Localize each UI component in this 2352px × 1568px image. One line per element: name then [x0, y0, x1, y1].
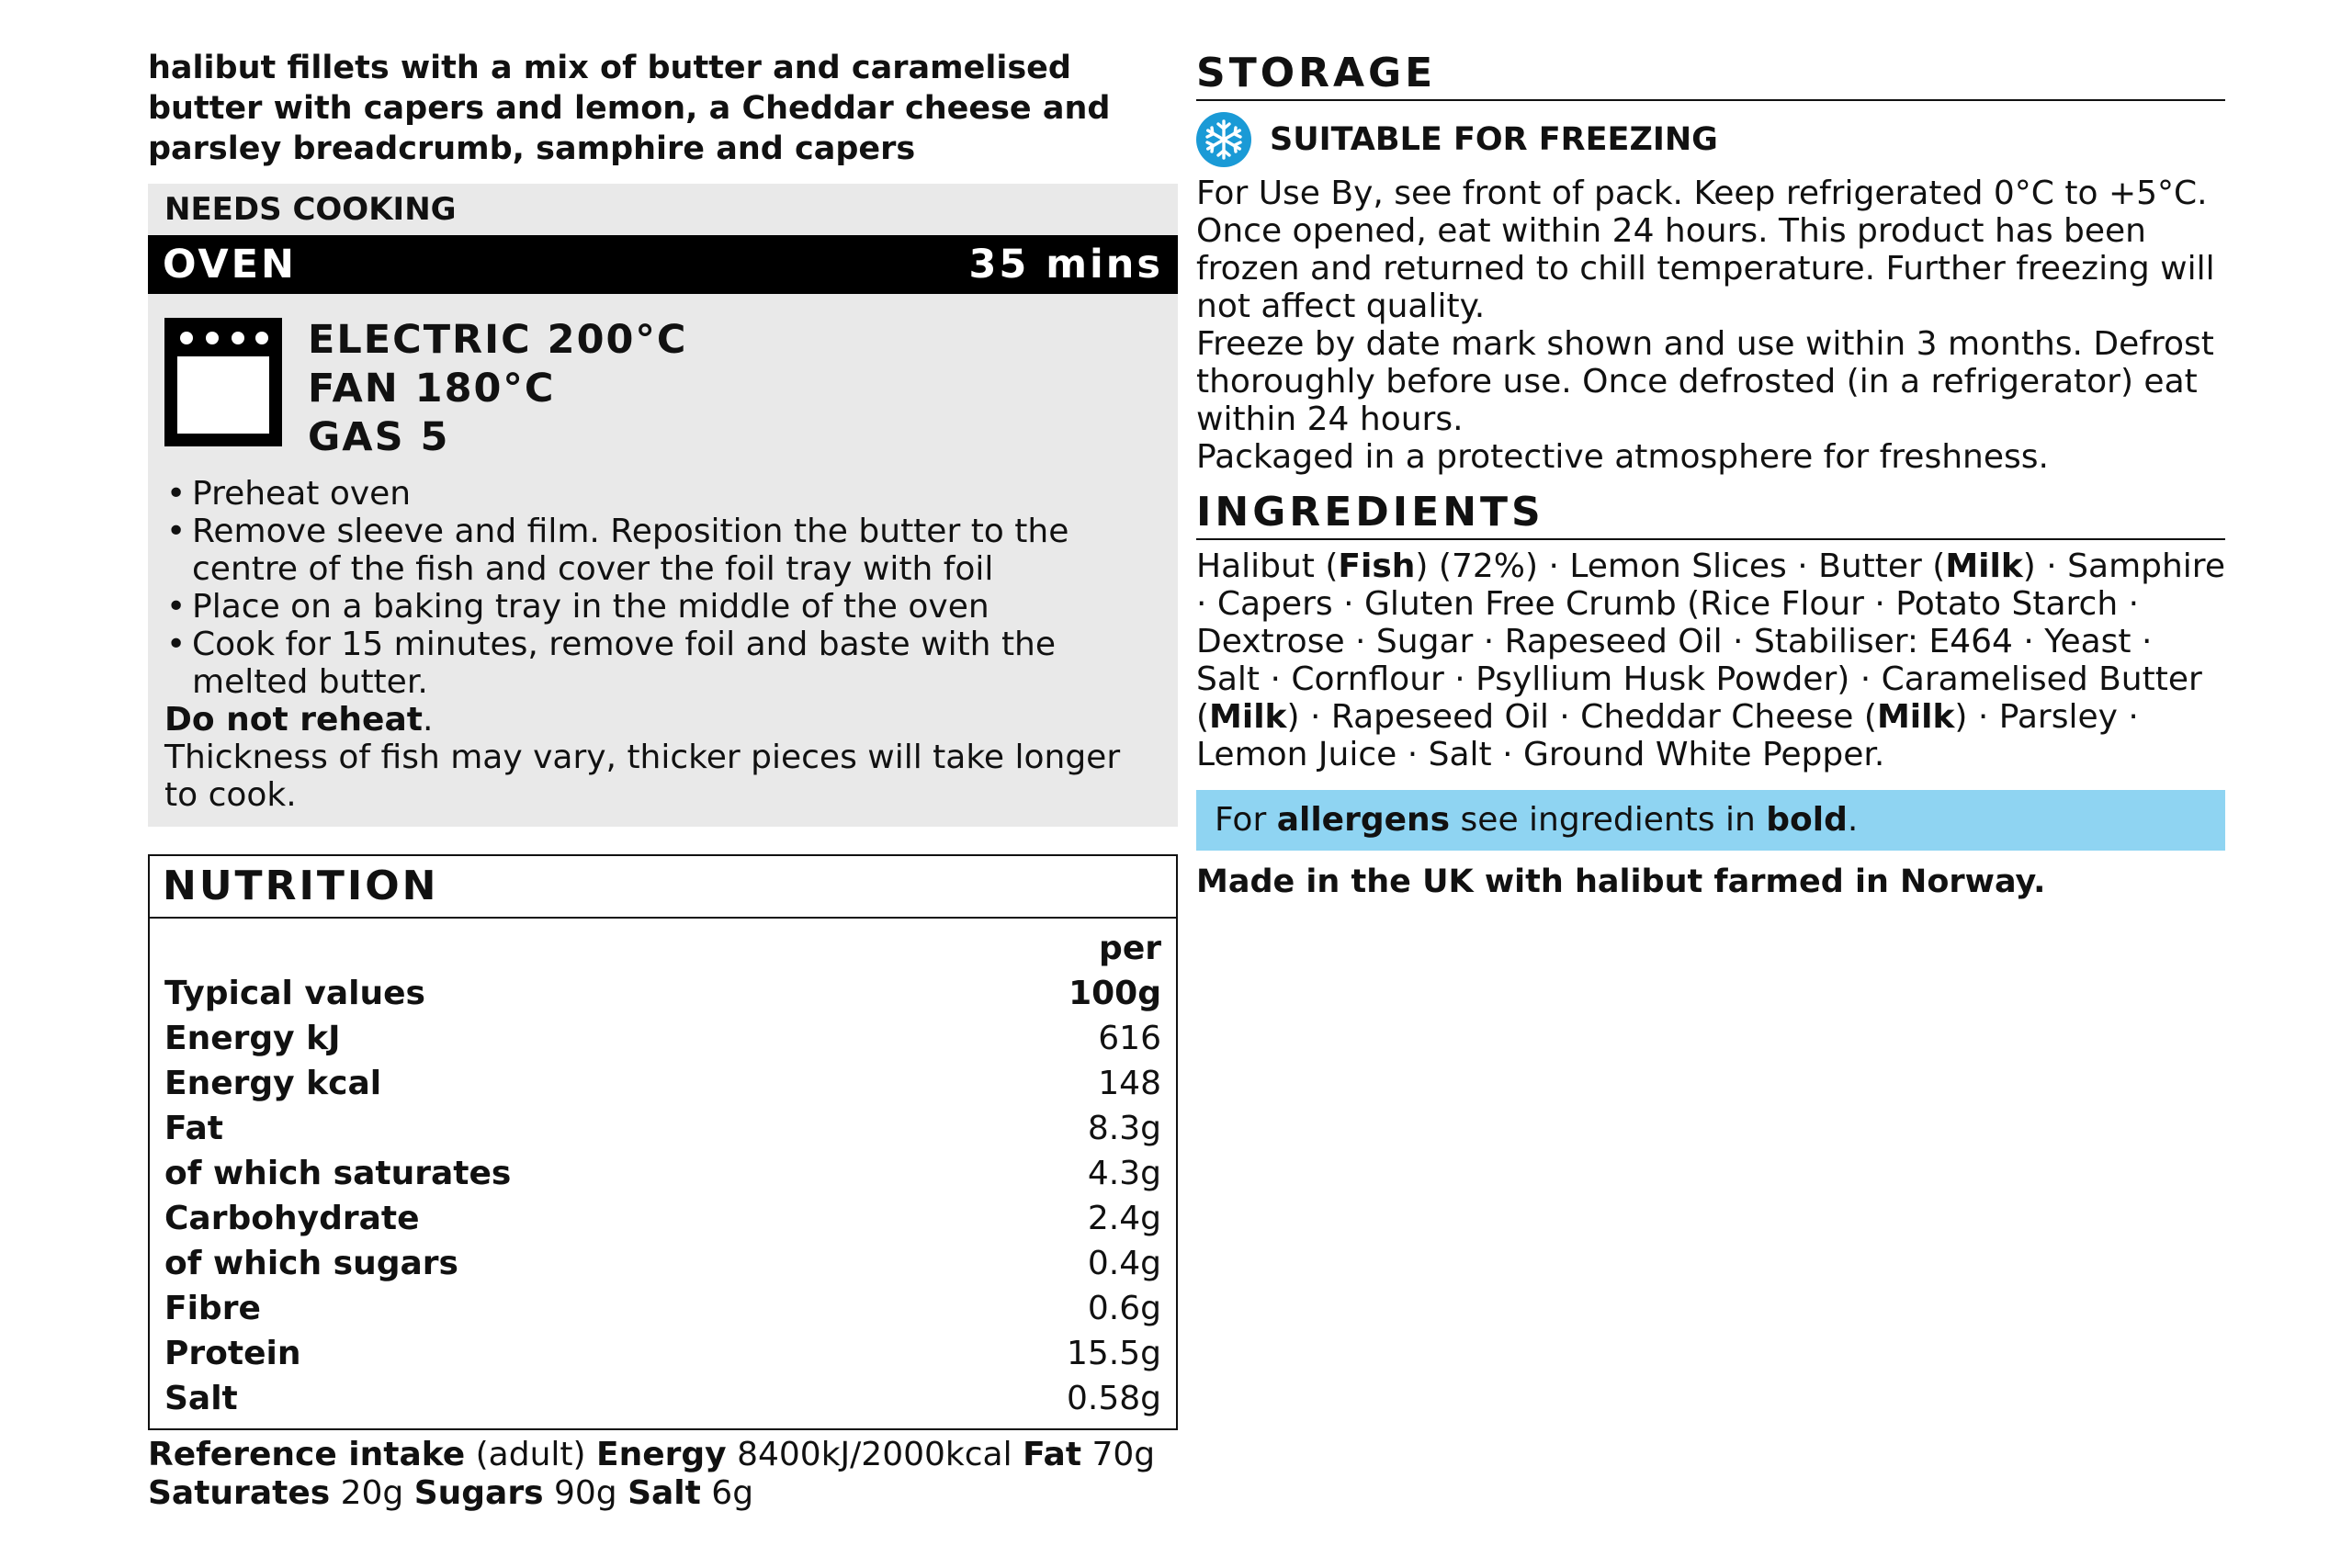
product-description: halibut fillets with a mix of butter and caramelised butter with capers and lemon, a Cheddar cheese and parsley breadcrumb, samphire and capers — [148, 50, 1111, 167]
per-unit: 100g — [1069, 975, 1161, 1012]
ingredients-title: INGREDIENTS — [1196, 487, 2225, 540]
cooking-instructions — [148, 184, 1178, 827]
nutrition-header-row — [150, 926, 1176, 1016]
reheat-warning-bold: Do not reheat — [164, 701, 423, 739]
left-column — [148, 48, 1178, 1513]
ref-energy-value: 8400kJ/2000kcal — [726, 1436, 1023, 1473]
ingredients-list — [1196, 547, 2225, 773]
nutrient-value: 4.3g — [1087, 1155, 1161, 1192]
reference-intake — [148, 1436, 1178, 1513]
ref-fat-label: Fat — [1023, 1436, 1082, 1473]
table-row — [150, 1286, 1176, 1331]
nutrient-label: Energy kcal — [164, 1065, 382, 1102]
ref-energy-label: Energy — [596, 1436, 727, 1473]
cooking-step: • Preheat oven — [164, 475, 1161, 513]
cooking-step: • Remove sleeve and film. Reposition the butter to the centre of the fish and cover the foil tray with foil — [164, 513, 1161, 588]
cooking-steps — [148, 475, 1178, 701]
cooking-step: • Place on a baking tray in the middle of the oven — [164, 588, 1161, 626]
ref-sat-value: 20g — [330, 1474, 414, 1512]
nutrient-value: 8.3g — [1087, 1110, 1161, 1147]
nutrient-value: 616 — [1098, 1020, 1161, 1057]
per-label: per — [1099, 930, 1161, 967]
per-100g-header — [922, 926, 1176, 1016]
allergen-ingredient: Milk — [1945, 547, 2023, 585]
nutrient-value: 0.6g — [1087, 1290, 1161, 1327]
allergen-pre: For — [1215, 801, 1277, 839]
allergen-ingredient: Milk — [1876, 698, 1955, 736]
table-row — [150, 1106, 1176, 1151]
nutrient-label: Protein — [164, 1335, 301, 1372]
right-column — [1196, 48, 2225, 900]
ref-label: Reference intake — [148, 1436, 466, 1473]
ingredient-text: ) · Samphire · Capers · Gluten Free Crumb (Rice Flour · Potato Starch · Dextrose · Sugar · Rapeseed Oil · Stabiliser: E464 · Yeast · Salt · Cornflour · Psyllium Husk Powder) · Caramelised Butter ( — [1196, 547, 2225, 736]
ref-salt-value: 6g — [700, 1474, 754, 1512]
oven-bar — [148, 235, 1178, 294]
allergen-mid: see ingredients in — [1450, 801, 1767, 839]
oven-icon — [164, 318, 282, 446]
nutrient-label: Salt — [164, 1380, 238, 1417]
ingredient-text: ) · Rapeseed Oil · Cheddar Cheese ( — [1286, 698, 1877, 736]
storage-text-3: Packaged in a protective atmosphere for freshness. — [1196, 438, 2049, 476]
temp-gas: GAS 5 — [308, 414, 450, 460]
freezing-badge — [1196, 110, 2225, 169]
table-row — [150, 1376, 1176, 1421]
nutrient-value: 15.5g — [1066, 1335, 1161, 1372]
nutrient-label: of which sugars — [164, 1245, 458, 1282]
oven-time: 35 mins — [968, 242, 1163, 288]
nutrient-label: of which saturates — [164, 1155, 512, 1192]
table-row — [150, 1151, 1176, 1196]
nutrient-label: Carbohydrate — [164, 1200, 420, 1237]
nutrient-value: 0.58g — [1066, 1380, 1161, 1417]
temp-fan: FAN 180°C — [308, 366, 556, 412]
allergen-ingredient: Milk — [1209, 698, 1287, 736]
allergen-ingredient: Fish — [1338, 547, 1416, 585]
typical-values-label: Typical values — [164, 975, 425, 1012]
ref-salt-label: Salt — [628, 1474, 701, 1512]
oven-settings — [148, 294, 1178, 462]
ref-sat-label: Saturates — [148, 1474, 331, 1512]
origin-statement: Made in the UK with halibut farmed in Norway. — [1196, 863, 2046, 900]
nutrition-panel — [148, 854, 1178, 1430]
storage-text-1: For Use By, see front of pack. Keep refrigerated 0°C to +5°C. Once opened, eat within 24 hours. This product has been frozen and returned to chill temperature. Further freezing will not affect quality. — [1196, 175, 2215, 325]
allergen-bold: bold — [1766, 801, 1848, 839]
ref-sugars-value: 90g — [543, 1474, 628, 1512]
nutrition-table — [150, 926, 1176, 1421]
storage-title: STORAGE — [1196, 48, 2225, 101]
table-row — [150, 1196, 1176, 1241]
ingredient-text: ) · Parsley · Lemon Juice · Salt · Ground White Pepper. — [1196, 698, 2139, 773]
nutrient-label: Fat — [164, 1110, 223, 1147]
table-row — [150, 1331, 1176, 1376]
nutrient-value: 2.4g — [1087, 1200, 1161, 1237]
nutrient-value: 0.4g — [1087, 1245, 1161, 1282]
nutrient-label: Energy kJ — [164, 1020, 341, 1057]
allergen-end: . — [1847, 801, 1859, 839]
nutrition-title: NUTRITION — [150, 856, 1176, 919]
reheat-warning — [148, 701, 1178, 739]
thickness-note: Thickness of fish may vary, thicker pieces will take longer to cook. — [164, 739, 1121, 814]
oven-method: OVEN — [163, 242, 298, 288]
nutrient-value: 148 — [1098, 1065, 1161, 1102]
ingredient-text: Halibut ( — [1196, 547, 1339, 585]
reheat-warning-end: . — [422, 701, 434, 739]
table-row — [150, 1061, 1176, 1106]
cooking-step: • Cook for 15 minutes, remove foil and baste with the melted butter. — [164, 626, 1161, 701]
ingredient-text: ) (72%) · Lemon Slices · Butter ( — [1415, 547, 1946, 585]
ref-fat-value: 70g — [1081, 1436, 1156, 1473]
temp-electric: ELECTRIC 200°C — [308, 317, 688, 363]
snowflake-icon — [1196, 112, 1251, 167]
freezing-label: SUITABLE FOR FREEZING — [1270, 121, 1718, 158]
ref-sugars-label: Sugars — [413, 1474, 544, 1512]
oven-temperatures — [308, 316, 688, 462]
ref-adult: (adult) — [465, 1436, 596, 1473]
allergen-bold-word: allergens — [1276, 801, 1451, 839]
nutrient-label: Fibre — [164, 1290, 261, 1327]
table-row — [150, 1016, 1176, 1061]
needs-cooking-label: NEEDS COOKING — [164, 191, 457, 228]
table-row — [150, 1241, 1176, 1286]
storage-text-2: Freeze by date mark shown and use within 3 months. Defrost thoroughly before use. Once defrosted (in a refrigerator) eat within 24 hours. — [1196, 325, 2214, 438]
allergen-note — [1196, 790, 2225, 851]
